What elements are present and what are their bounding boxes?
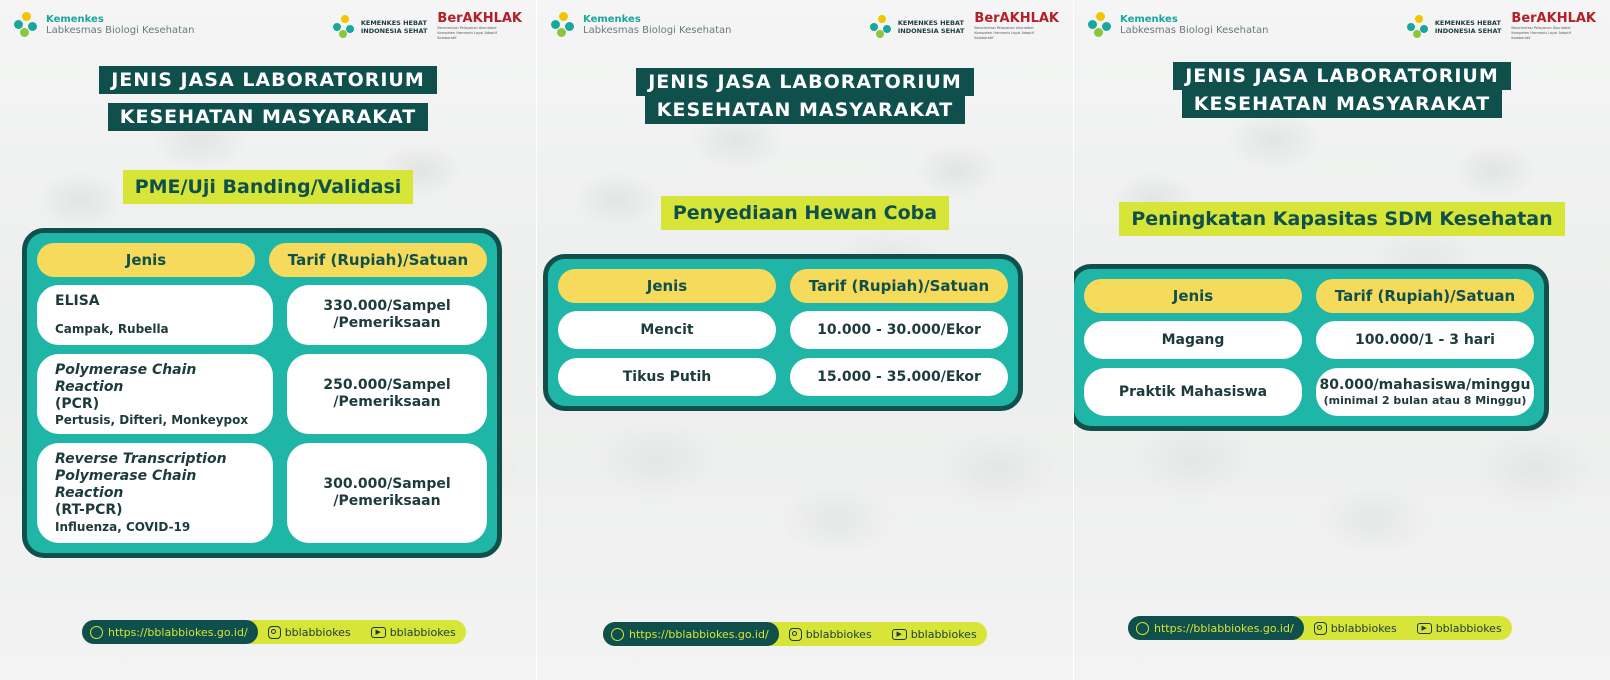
youtube-text: bblabbiokes xyxy=(910,627,977,641)
table-header xyxy=(37,243,487,277)
berakhlak-text: BerAKHLAK xyxy=(1511,11,1596,26)
youtube-text: bblabbiokes xyxy=(1435,621,1502,635)
berakhlak-logo xyxy=(437,12,522,41)
social-footer xyxy=(1128,616,1512,640)
subtitle-text: PME/Uji Banding/Validasi xyxy=(123,170,414,204)
kemenkes-logo-icon xyxy=(1088,12,1114,38)
instagram-text: bblabbiokes xyxy=(284,625,351,639)
tarif-line1: 300.000/Sampel xyxy=(323,476,451,492)
kemenkes-brand xyxy=(14,12,195,38)
table-row xyxy=(1084,368,1534,416)
jenis-cell: Praktik Mahasiswa xyxy=(1084,368,1302,416)
jenis-name-suffix: (RT-PCR) xyxy=(55,502,123,518)
jenis-desc: Influenza, COVID-19 xyxy=(55,520,191,534)
tarif-cell: 15.000 - 35.000/Ekor xyxy=(790,358,1008,396)
header-tarif: Tarif (Rupiah)/Satuan xyxy=(790,269,1008,303)
title-line1: JENIS JASA LABORATORIUM xyxy=(1173,62,1511,90)
partner-logos xyxy=(1407,12,1596,41)
berakhlak-logo xyxy=(974,12,1059,41)
jenis-desc: Pertusis, Difteri, Monkeypox xyxy=(55,413,249,427)
table-header xyxy=(558,269,1008,303)
jenis-desc: Campak, Rubella xyxy=(55,322,169,336)
website-text: https://bblabbiokes.go.id/ xyxy=(1154,621,1294,635)
tarif-cell xyxy=(287,285,487,345)
page-title xyxy=(1074,62,1610,118)
header-jenis: Jenis xyxy=(1084,279,1302,313)
table-row xyxy=(1084,321,1534,359)
instagram-icon xyxy=(268,626,281,639)
page-title xyxy=(0,66,536,131)
kemenkes-hebat-icon xyxy=(870,15,894,39)
berakhlak-tagline: Berorientasi Pelayanan Akuntabel Kompeten Harmonis Loyal Adaptif Kolaboratif xyxy=(1511,26,1571,40)
tarif-cell: 10.000 - 30.000/Ekor xyxy=(790,311,1008,349)
youtube-icon: ▶ xyxy=(1417,623,1432,634)
section-subtitle xyxy=(537,196,1073,230)
globe-icon xyxy=(611,628,624,641)
tarif-note: (minimal 2 bulan atau 8 Minggu) xyxy=(1323,394,1527,407)
berakhlak-tagline: Berorientasi Pelayanan Akuntabel Kompeten Harmonis Loyal Adaptif Kolaboratif xyxy=(437,26,497,40)
instagram-link[interactable] xyxy=(779,628,882,641)
price-table xyxy=(543,254,1023,411)
jenis-cell xyxy=(37,285,273,345)
tarif-cell: 100.000/1 - 3 hari xyxy=(1316,321,1534,359)
instagram-icon xyxy=(1314,622,1327,635)
brand-line2: Labkesmas Biologi Kesehatan xyxy=(583,24,732,36)
brand-line1: Kemenkes xyxy=(1120,13,1178,25)
kemenkes-brand xyxy=(1088,12,1269,38)
youtube-text: bblabbiokes xyxy=(389,625,456,639)
globe-icon xyxy=(1136,622,1149,635)
kemenkes-hebat-logo xyxy=(333,15,428,39)
kemenkes-logo-icon xyxy=(14,12,40,38)
jenis-name-line1: Reverse Transcription xyxy=(55,451,227,467)
table-row xyxy=(558,358,1008,396)
tarif-cell xyxy=(287,443,487,543)
jenis-name-suffix: (PCR) xyxy=(55,396,100,412)
social-footer xyxy=(82,620,466,644)
jenis-cell: Magang xyxy=(1084,321,1302,359)
tarif-line2: /Pemeriksaan xyxy=(333,493,441,509)
instagram-text: bblabbiokes xyxy=(1330,621,1397,635)
jenis-cell: Mencit xyxy=(558,311,776,349)
berakhlak-logo xyxy=(1511,12,1596,41)
title-line2: KESEHATAN MASYARAKAT xyxy=(1182,90,1502,118)
indonesia-sehat-text: INDONESIA SEHAT xyxy=(897,26,965,35)
instagram-text: bblabbiokes xyxy=(805,627,872,641)
tarif-line1: 250.000/Sampel xyxy=(323,377,451,393)
website-link[interactable] xyxy=(1128,616,1304,640)
kemenkes-logo-icon xyxy=(551,12,577,38)
title-line2: KESEHATAN MASYARAKAT xyxy=(108,103,428,131)
brand-line2: Labkesmas Biologi Kesehatan xyxy=(1120,24,1269,36)
kemenkes-hebat-text: KEMENKES HEBAT xyxy=(360,18,427,27)
title-line2: KESEHATAN MASYARAKAT xyxy=(645,96,965,124)
tarif-line2: /Pemeriksaan xyxy=(333,315,441,331)
instagram-link[interactable] xyxy=(258,626,361,639)
kemenkes-hebat-text: KEMENKES HEBAT xyxy=(897,18,964,27)
header-jenis: Jenis xyxy=(37,243,255,277)
jenis-cell xyxy=(37,443,273,543)
header-tarif: Tarif (Rupiah)/Satuan xyxy=(269,243,487,277)
tarif-line2: /Pemeriksaan xyxy=(333,394,441,410)
subtitle-text: Penyediaan Hewan Coba xyxy=(661,196,949,230)
youtube-icon: ▶ xyxy=(371,627,386,638)
website-text: https://bblabbiokes.go.id/ xyxy=(108,625,248,639)
tarif-cell xyxy=(287,354,487,434)
page-title xyxy=(537,68,1073,124)
poster-hewan-coba xyxy=(537,0,1073,680)
kemenkes-hebat-logo xyxy=(1407,15,1502,39)
kemenkes-brand xyxy=(551,12,732,38)
berakhlak-text: BerAKHLAK xyxy=(974,11,1059,26)
partner-logos xyxy=(870,12,1059,41)
title-line1: JENIS JASA LABORATORIUM xyxy=(636,68,974,96)
jenis-name-line2: Polymerase Chain Reaction xyxy=(55,468,197,501)
table-row xyxy=(37,285,487,345)
brand-line1: Kemenkes xyxy=(583,13,641,25)
title-line1: JENIS JASA LABORATORIUM xyxy=(99,66,437,94)
table-header xyxy=(1084,279,1534,313)
table-row xyxy=(558,311,1008,349)
youtube-link[interactable] xyxy=(1407,622,1512,635)
social-footer xyxy=(603,622,987,646)
berakhlak-text: BerAKHLAK xyxy=(437,11,522,26)
header-jenis: Jenis xyxy=(558,269,776,303)
price-table xyxy=(22,228,502,558)
jenis-name: Polymerase Chain Reaction xyxy=(55,362,197,395)
price-table xyxy=(1074,264,1549,431)
tarif-main: 80.000/mahasiswa/minggu xyxy=(1319,377,1531,393)
subtitle-text: Peningkatan Kapasitas SDM Kesehatan xyxy=(1119,202,1564,236)
table-row xyxy=(37,443,487,543)
partner-logos xyxy=(333,12,522,41)
website-link[interactable] xyxy=(603,622,779,646)
section-subtitle xyxy=(1074,202,1610,236)
kemenkes-hebat-text: KEMENKES HEBAT xyxy=(1434,18,1501,27)
kemenkes-hebat-icon xyxy=(333,15,357,39)
indonesia-sehat-text: INDONESIA SEHAT xyxy=(360,26,428,35)
instagram-icon xyxy=(789,628,802,641)
kemenkes-hebat-icon xyxy=(1407,15,1431,39)
poster-pme xyxy=(0,0,536,680)
brand-line1: Kemenkes xyxy=(46,13,104,25)
kemenkes-hebat-logo xyxy=(870,15,965,39)
tarif-cell xyxy=(1316,368,1534,416)
jenis-name: ELISA xyxy=(55,293,100,309)
youtube-link[interactable] xyxy=(361,626,466,639)
globe-icon xyxy=(90,626,103,639)
table-row xyxy=(37,354,487,434)
jenis-cell xyxy=(37,354,273,434)
section-subtitle xyxy=(0,170,536,204)
header-tarif: Tarif (Rupiah)/Satuan xyxy=(1316,279,1534,313)
website-link[interactable] xyxy=(82,620,258,644)
website-text: https://bblabbiokes.go.id/ xyxy=(629,627,769,641)
youtube-link[interactable] xyxy=(882,628,987,641)
berakhlak-tagline: Berorientasi Pelayanan Akuntabel Kompeten Harmonis Loyal Adaptif Kolaboratif xyxy=(974,26,1034,40)
instagram-link[interactable] xyxy=(1304,622,1407,635)
brand-line2: Labkesmas Biologi Kesehatan xyxy=(46,24,195,36)
poster-sdm xyxy=(1074,0,1610,680)
indonesia-sehat-text: INDONESIA SEHAT xyxy=(1434,26,1502,35)
youtube-icon: ▶ xyxy=(892,629,907,640)
jenis-cell: Tikus Putih xyxy=(558,358,776,396)
tarif-line1: 330.000/Sampel xyxy=(323,298,451,314)
